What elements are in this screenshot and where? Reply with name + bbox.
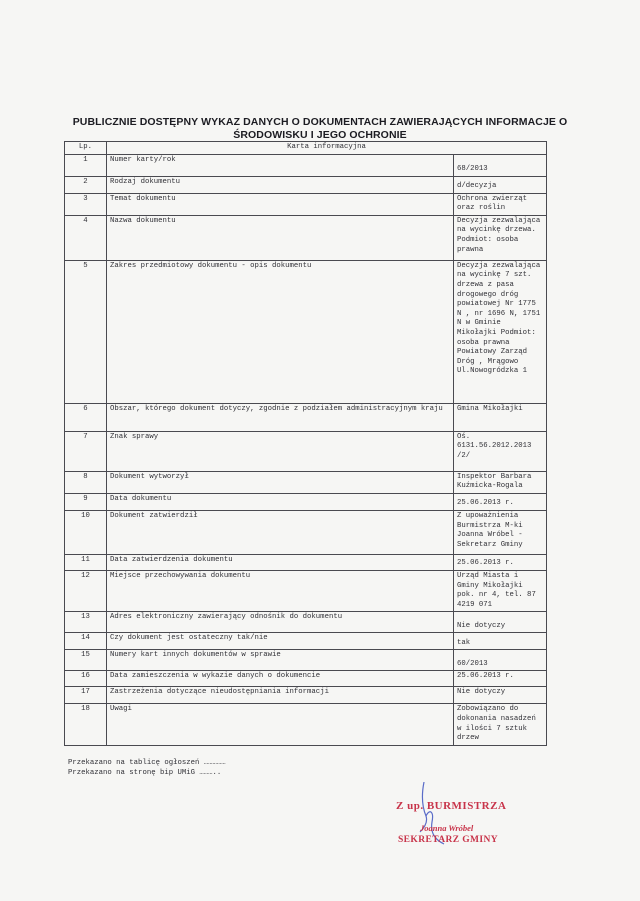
table-row	[65, 471, 547, 493]
row-label: Zakres przedmiotowy dokumentu - opis dokumentu	[107, 260, 454, 403]
stamp-line-burmistrz: Z up. BURMISTRZA	[396, 800, 507, 812]
row-number: 12	[65, 570, 107, 611]
row-value: d/decyzja	[454, 176, 547, 193]
table-row	[65, 493, 547, 510]
table-row	[65, 403, 547, 431]
info-table	[64, 141, 547, 746]
row-number: 1	[65, 154, 107, 176]
row-number: 17	[65, 687, 107, 704]
row-number: 14	[65, 633, 107, 650]
footer-line-tablica: Przekazano na tablicę ogłoszeń ……………	[68, 759, 226, 767]
table-row	[65, 554, 547, 570]
row-label: Temat dokumentu	[107, 193, 454, 215]
row-label: Adres elektroniczny zawierający odnośnik do dokumentu	[107, 612, 454, 633]
row-value: Oś. 6131.56.2012.2013 /2/	[454, 431, 547, 471]
table-row	[65, 215, 547, 260]
row-number: 10	[65, 510, 107, 554]
table-row	[65, 260, 547, 403]
row-number: 7	[65, 431, 107, 471]
row-number: 13	[65, 612, 107, 633]
row-label: Nazwa dokumentu	[107, 215, 454, 260]
row-label: Data zatwierdzenia dokumentu	[107, 554, 454, 570]
row-number: 11	[65, 554, 107, 570]
table-row	[65, 704, 547, 745]
row-label: Zastrzeżenia dotyczące nieudostępniania informacji	[107, 687, 454, 704]
table-row	[65, 650, 547, 671]
row-value: Nie dotyczy	[454, 612, 547, 633]
table-row	[65, 176, 547, 193]
table-row	[65, 510, 547, 554]
row-label: Miejsce przechowywania dokumentu	[107, 570, 454, 611]
table-header-row	[65, 142, 547, 155]
table-row	[65, 193, 547, 215]
row-label: Obszar, którego dokument dotyczy, zgodnie z podziałem administracyjnym kraju	[107, 403, 454, 431]
table-row	[65, 570, 547, 611]
table-row	[65, 612, 547, 633]
stamp-signature-name: Joanna Wróbel	[420, 823, 474, 833]
table-row	[65, 687, 547, 704]
table-row	[65, 154, 547, 176]
table-row	[65, 671, 547, 687]
stamp-line-sekretarz: SEKRETARZ GMINY	[398, 835, 499, 845]
row-value: 25.06.2013 r.	[454, 671, 547, 687]
row-label: Data zamieszczenia w wykazie danych o dokumencie	[107, 671, 454, 687]
row-value: Nie dotyczy	[454, 687, 547, 704]
row-number: 6	[65, 403, 107, 431]
row-value: 68/2013	[454, 154, 547, 176]
header-lp: Lp.	[65, 142, 107, 155]
row-value: Z upoważnienia Burmistrza M-ki Joanna Wróbel - Sekretarz Gminy	[454, 510, 547, 554]
row-label: Rodzaj dokumentu	[107, 176, 454, 193]
row-value: 25.06.2013 r.	[454, 493, 547, 510]
signature-stamp	[384, 782, 554, 852]
row-value: Decyzja zezwalająca na wycinkę drzewa. Podmiot: osoba prawna	[454, 215, 547, 260]
row-value: Inspektor Barbara Kuźmicka-Rogala	[454, 471, 547, 493]
row-label: Uwagi	[107, 704, 454, 745]
row-number: 15	[65, 650, 107, 671]
row-value: 60/2013	[454, 650, 547, 671]
row-label: Numery kart innych dokumentów w sprawie	[107, 650, 454, 671]
row-number: 3	[65, 193, 107, 215]
row-value: Gmina Mikołajki	[454, 403, 547, 431]
row-label: Data dokumentu	[107, 493, 454, 510]
row-label: Dokument wytworzył	[107, 471, 454, 493]
row-number: 2	[65, 176, 107, 193]
row-value: 25.06.2013 r.	[454, 554, 547, 570]
row-label: Czy dokument jest ostateczny tak/nie	[107, 633, 454, 650]
document-title: PUBLICZNIE DOSTĘPNY WYKAZ DANYCH O DOKUMENTACH ZAWIERAJĄCYCH INFORMACJE O ŚRODOWISKU I JEGO OCHRONIE	[72, 116, 568, 141]
table-row	[65, 633, 547, 650]
row-number: 4	[65, 215, 107, 260]
row-number: 18	[65, 704, 107, 745]
footer-notes	[68, 758, 226, 778]
row-value: tak	[454, 633, 547, 650]
row-label: Numer karty/rok	[107, 154, 454, 176]
row-label: Znak sprawy	[107, 431, 454, 471]
row-number: 16	[65, 671, 107, 687]
row-value: Decyzja zezwalająca na wycinkę 7 szt. drzewa z pasa drogowego dróg powiatowej Nr 1775 N , nr 1696 N, 1751 N w Gminie Mikołajki Podmiot: osoba prawna Powiatowy Zarząd Dróg , Mrągowo Ul.Nowogródzka 1	[454, 260, 547, 403]
row-number: 5	[65, 260, 107, 403]
row-value: Zobowiązano do dokonania nasadzeń w ilości 7 sztuk drzew	[454, 704, 547, 745]
footer-line-bip: Przekazano na stronę bip UMiG ………..	[68, 769, 222, 777]
header-karta: Karta informacyjna	[107, 142, 547, 155]
row-number: 8	[65, 471, 107, 493]
row-value: Ochrona zwierząt oraz roślin	[454, 193, 547, 215]
row-value: Urząd Miasta i Gminy Mikołajki pok. nr 4, tel. 87 4219 071	[454, 570, 547, 611]
table-row	[65, 431, 547, 471]
row-label: Dokument zatwierdził	[107, 510, 454, 554]
row-number: 9	[65, 493, 107, 510]
